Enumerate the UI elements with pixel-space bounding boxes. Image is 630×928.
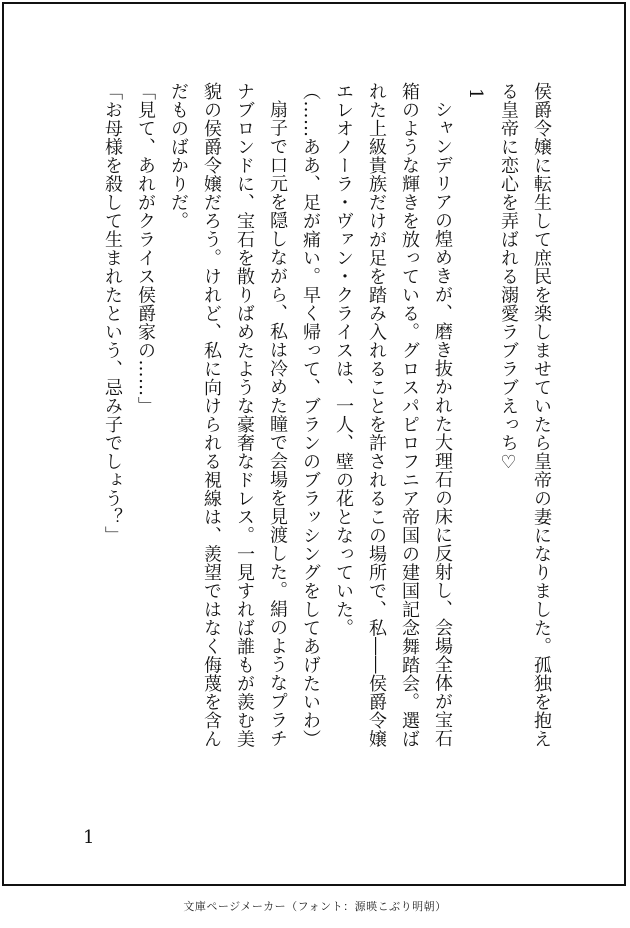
body-line-7: ナブロンドに、宝石を散りばめたような豪奢なドレス。一見すれば誰もが羨む美 <box>234 82 255 748</box>
title-line-2: る皇帝に恋心を弄ばれる溺愛ラブラブえっち♡ <box>498 82 519 474</box>
body-line-2: 箱のような輝きを放っている。グロスパピロフニア帝国の建国記念舞踏会。選ば <box>399 82 420 748</box>
body-line-9: だものばかりだ。 <box>168 82 189 230</box>
title-line-1: 侯爵令嬢に転生して庶民を楽しませていたら皇帝の妻になりました。孤独を抱え <box>531 82 552 748</box>
body-line-3: れた上級貴族だけが足を踏み入れることを許されるこの場所で、私――侯爵令嬢 <box>366 82 387 748</box>
body-line-4: エレオノーラ・ヴァン・クライスは、一人、壁の花となっていた。 <box>333 82 354 637</box>
page-frame <box>2 2 626 886</box>
page-number: 1 <box>83 827 95 848</box>
chapter-number: 1 <box>465 88 486 100</box>
body-line-5: （……ああ、足が痛い。早く帰って、ブランのブラッシングをしてあげたいわ） <box>300 82 321 748</box>
dialogue-line-2: 「お母様を殺して生まれたという、忌み子でしょう？」 <box>102 82 123 545</box>
vertical-text-body <box>96 82 558 802</box>
body-line-1: シャンデリアの煌めきが、磨き抜かれた大理石の床に反射し、会場全体が宝石 <box>432 100 453 748</box>
dialogue-line-1: 「見て、あれがクライス侯爵家の……」 <box>135 82 156 415</box>
body-line-8: 貌の侯爵令嬢だろう。けれど、私に向けられる視線は、羨望ではなく侮蔑を含ん <box>201 82 222 748</box>
body-line-6: 扇子で口元を隠しながら、私は冷めた瞳で会場を見渡した。絹のようなプラチ <box>267 100 288 748</box>
footer-caption: 文庫ページメーカー（フォント：源暎こぶり明朝） <box>183 900 447 913</box>
